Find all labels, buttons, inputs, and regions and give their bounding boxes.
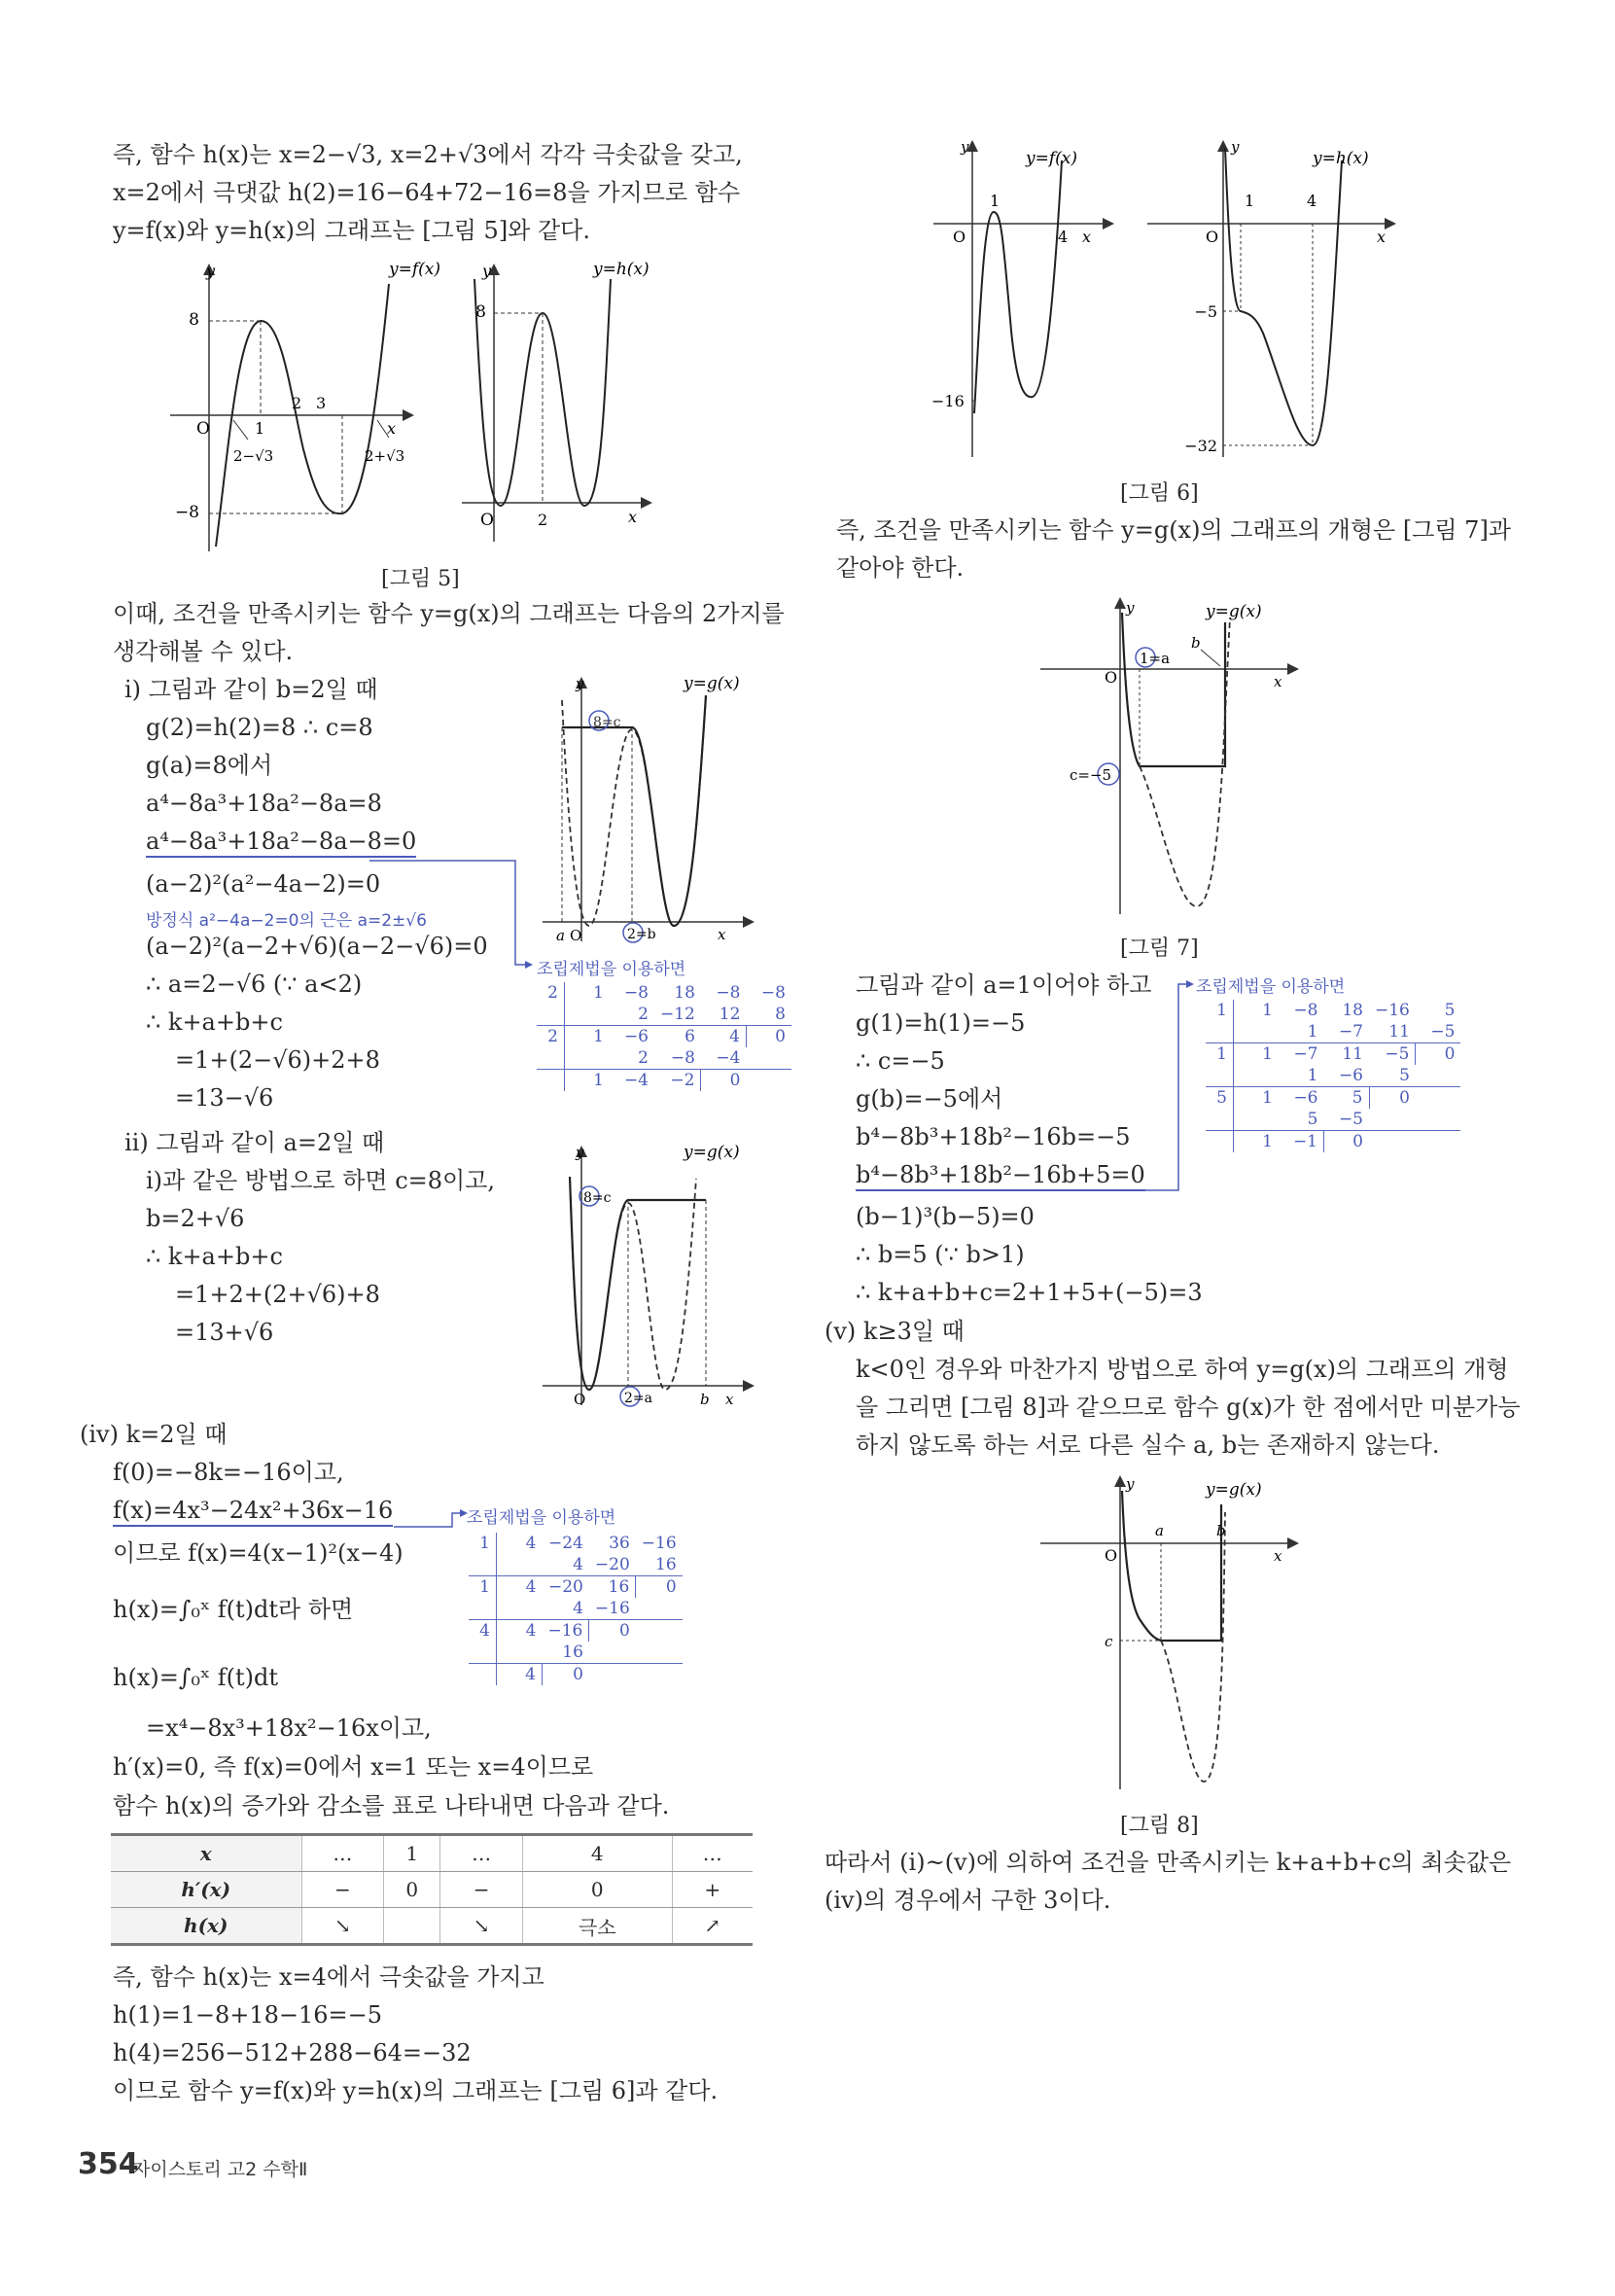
svg-text:2=b: 2=b	[627, 927, 656, 942]
synth-title: 조립제법을 이용하면	[1196, 977, 1346, 997]
book-title: 자이스토리 고2 수학Ⅱ	[132, 2159, 308, 2180]
svg-text:−32: −32	[1184, 437, 1217, 455]
text-line: 그림과 같이 a=1이어야 하고	[856, 971, 1152, 999]
svg-text:x: x	[1082, 228, 1092, 246]
text-line: 이므로 f(x)=4(x−1)²(x−4)	[113, 1539, 404, 1567]
case-heading: ⅱ) 그림과 같이 a=2일 때	[124, 1129, 385, 1156]
svg-text:O: O	[574, 1391, 586, 1408]
y-axis-label: y	[206, 262, 216, 280]
svg-text:−8: −8	[174, 503, 199, 522]
figure-7	[1031, 593, 1322, 924]
graph-case-ii	[533, 1140, 756, 1412]
text-line: y=f(x)와 y=h(x)의 그래프는 [그림 5]와 같다.	[113, 217, 590, 244]
svg-text:−5: −5	[1194, 302, 1217, 321]
svg-text:O: O	[196, 419, 210, 439]
svg-text:x: x	[1274, 673, 1282, 690]
text-line: 즉, 조건을 만족시키는 함수 y=g(x)의 그래프의 개형은 [그림 7]과	[836, 516, 1511, 544]
svg-text:x: x	[1377, 228, 1387, 246]
text-line: =1+(2−√6)+2+8	[175, 1046, 380, 1074]
page-number: 354	[78, 2147, 139, 2181]
text-line: ∴ k+a+b+c	[146, 1243, 283, 1270]
synthetic-division-table: 1 4 −24 36 −16 4 −20 16 1 4 −20 16 0 4 −16 4 4 −16 0 16 4 0	[469, 1533, 683, 1685]
text-line: h′(x)=0, 즉 f(x)=0에서 x=1 또는 x=4이므로	[113, 1753, 594, 1781]
text-line: (a−2)²(a²−4a−2)=0	[146, 870, 381, 898]
svg-text:x: x	[718, 926, 726, 943]
text-line: =1+2+(2+√6)+8	[175, 1281, 380, 1308]
svg-text:y=h(x): y=h(x)	[593, 260, 650, 279]
graph-case-i	[533, 671, 756, 948]
text-line: 하지 않도록 하는 서로 다른 실수 a, b는 존재하지 않는다.	[856, 1431, 1440, 1459]
svg-text:O: O	[480, 511, 494, 530]
svg-text:b: b	[700, 1391, 710, 1408]
svg-text:y: y	[1126, 1475, 1135, 1493]
text-line: =13+√6	[175, 1319, 274, 1346]
svg-text:y: y	[576, 675, 584, 692]
text-line: =13−√6	[175, 1084, 274, 1112]
text-line: k<0인 경우와 마찬가지 방법으로 하여 y=g(x)의 그래프의 개형	[856, 1356, 1509, 1383]
svg-text:O: O	[1105, 1546, 1118, 1565]
case-heading: (ⅳ) k=2일 때	[80, 1421, 228, 1448]
text-line: g(a)=8에서	[146, 752, 273, 779]
svg-text:2+√3: 2+√3	[365, 447, 405, 465]
graph-label: y=f(x)	[389, 260, 440, 279]
text-line: ∴ k+a+b+c	[146, 1008, 283, 1036]
svg-text:1: 1	[1245, 192, 1255, 210]
text-line: a⁴−8a³+18a²−8a=8	[146, 790, 382, 817]
text-line: ∴ k+a+b+c=2+1+5+(−5)=3	[856, 1279, 1203, 1306]
svg-text:x: x	[628, 508, 638, 526]
side-note: 방정식 a²−4a−2=0의 근은 a=2±√6	[146, 911, 427, 931]
svg-text:2−√3: 2−√3	[233, 447, 274, 465]
text-line: b=2+√6	[146, 1205, 245, 1232]
increase-decrease-table: x … 1 … 4 … h′(x) − 0 − 0 + h(x) ↘ ↘ 극소 ↗	[111, 1833, 753, 1946]
text-line: f(x)=4x³−24x²+36x−16	[113, 1496, 393, 1527]
text-line: 같아야 한다.	[836, 554, 965, 582]
svg-text:c: c	[1105, 1633, 1113, 1650]
svg-text:y=f(x): y=f(x)	[1026, 149, 1077, 168]
svg-text:2=a: 2=a	[624, 1391, 652, 1406]
svg-text:a: a	[556, 927, 565, 944]
svg-text:x: x	[1274, 1547, 1282, 1565]
synth-title: 조립제법을 이용하면	[467, 1508, 616, 1528]
text-line: g(2)=h(2)=8 ∴ c=8	[146, 714, 373, 741]
svg-text:3: 3	[316, 394, 327, 412]
text-line: h(x)=∫₀ˣ f(t)dt라 하면	[113, 1596, 354, 1623]
text-line: a⁴−8a³+18a²−8a−8=0	[146, 827, 416, 858]
svg-text:y: y	[961, 138, 969, 156]
svg-text:y=g(x): y=g(x)	[684, 1143, 740, 1162]
text-line: g(1)=h(1)=−5	[856, 1009, 1026, 1037]
case-heading: ⅰ) 그림과 같이 b=2일 때	[124, 676, 378, 703]
text-line: (a−2)²(a−2+√6)(a−2−√6)=0	[146, 933, 488, 960]
svg-text:x: x	[387, 419, 397, 438]
svg-text:b: b	[1191, 634, 1201, 652]
svg-text:O: O	[570, 927, 582, 944]
text-line: 이므로 함수 y=f(x)와 y=h(x)의 그래프는 [그림 6]과 같다.	[113, 2077, 719, 2104]
text-line: b⁴−8b³+18b²−16b=−5	[856, 1123, 1131, 1150]
svg-text:y=h(x): y=h(x)	[1313, 149, 1369, 168]
figure-caption: [그림 6]	[1120, 481, 1199, 506]
svg-text:8=c: 8=c	[593, 715, 621, 730]
text-line: g(b)=−5에서	[856, 1085, 1003, 1113]
synthetic-division-table: 2 1 −8 18 −8 −8 2 −12 12 8 2 1 −6 6 4 0 2 −8 −4 1 −4 −2 0	[537, 982, 791, 1091]
case-heading: (ⅴ) k≥3일 때	[825, 1318, 965, 1345]
svg-text:4: 4	[1058, 228, 1069, 246]
svg-text:8=c: 8=c	[583, 1190, 612, 1206]
text-line: 이때, 조건을 만족시키는 함수 y=g(x)의 그래프는 다음의 2가지를	[113, 600, 785, 627]
figure-6	[914, 136, 1420, 467]
text-line: =x⁴−8x³+18x²−16x이고,	[146, 1714, 432, 1742]
text-line: 즉, 함수 h(x)는 x=2−√3, x=2+√3에서 각각 극솟값을 갖고,	[113, 141, 743, 168]
svg-text:2: 2	[292, 394, 302, 412]
figure-caption: [그림 5]	[381, 567, 460, 591]
text-line: 생각해볼 수 있다.	[113, 638, 294, 665]
svg-text:2: 2	[538, 511, 548, 529]
synthetic-division-table: 1 1 −8 18 −16 5 1 −7 11 −5 1 1 −7 11 −5 0 1 −6 5 5 1 −6 5 0 5 −5 1 −1 0	[1206, 1000, 1460, 1152]
text-line: f(0)=−8k=−16이고,	[113, 1459, 344, 1486]
figure-caption: [그림 7]	[1120, 936, 1199, 961]
text-line: h(4)=256−512+288−64=−32	[113, 2039, 472, 2066]
svg-text:y: y	[576, 1144, 584, 1161]
svg-text:4: 4	[1307, 192, 1317, 210]
svg-text:a: a	[1155, 1522, 1164, 1539]
svg-text:O: O	[1105, 668, 1118, 687]
svg-text:b: b	[1216, 1522, 1226, 1539]
svg-text:y=g(x): y=g(x)	[1206, 602, 1262, 621]
svg-text:c=−5: c=−5	[1070, 766, 1112, 784]
svg-text:1: 1	[255, 419, 265, 438]
text-line: (b−1)³(b−5)=0	[856, 1203, 1035, 1230]
svg-text:y: y	[482, 262, 492, 280]
text-line: 따라서 (ⅰ)~(ⅴ)에 의하여 조건을 만족시키는 k+a+b+c의 최솟값은	[825, 1849, 1512, 1876]
svg-text:8: 8	[189, 310, 199, 330]
text-line: (ⅳ)의 경우에서 구한 3이다.	[825, 1887, 1111, 1914]
text-line: b⁴−8b³+18b²−16b+5=0	[856, 1160, 1145, 1191]
figure-caption: [그림 8]	[1120, 1814, 1199, 1838]
text-line: 을 그리면 [그림 8]과 같으므로 함수 g(x)가 한 점에서만 미분가능	[856, 1394, 1521, 1421]
text-line: h(x)=∫₀ˣ f(t)dt	[113, 1664, 279, 1691]
connector-line	[369, 846, 544, 982]
svg-text:y: y	[1231, 138, 1240, 156]
connector-line	[394, 1509, 472, 1538]
text-line: ∴ c=−5	[856, 1047, 945, 1075]
svg-text:1: 1	[990, 192, 1001, 210]
text-line: 함수 h(x)의 증가와 감소를 표로 나타내면 다음과 같다.	[113, 1792, 670, 1819]
svg-text:1=a: 1=a	[1140, 650, 1171, 667]
text-line: 즉, 함수 h(x)는 x=4에서 극솟값을 가지고	[113, 1963, 544, 1991]
svg-text:−16: −16	[931, 392, 965, 410]
svg-text:y: y	[1126, 599, 1135, 617]
text-line: x=2에서 극댓값 h(2)=16−64+72−16=8을 가지므로 함수	[113, 179, 741, 206]
svg-text:O: O	[1206, 228, 1219, 246]
svg-text:y=g(x): y=g(x)	[1206, 1480, 1262, 1500]
figure-8	[1031, 1473, 1322, 1794]
text-line: ∴ b=5 (∵ b>1)	[856, 1241, 1025, 1268]
text-line: ∴ a=2−√6 (∵ a<2)	[146, 971, 363, 998]
figure-5	[156, 255, 671, 556]
text-line: ⅰ)과 같은 방법으로 하면 c=8이고,	[146, 1167, 496, 1194]
svg-text:O: O	[953, 228, 966, 246]
svg-text:x: x	[725, 1391, 734, 1408]
text-line: h(1)=1−8+18−16=−5	[113, 2001, 382, 2029]
synth-title: 조립제법을 이용하면	[537, 960, 686, 979]
svg-text:y=g(x): y=g(x)	[684, 674, 740, 693]
svg-text:8: 8	[475, 302, 486, 322]
